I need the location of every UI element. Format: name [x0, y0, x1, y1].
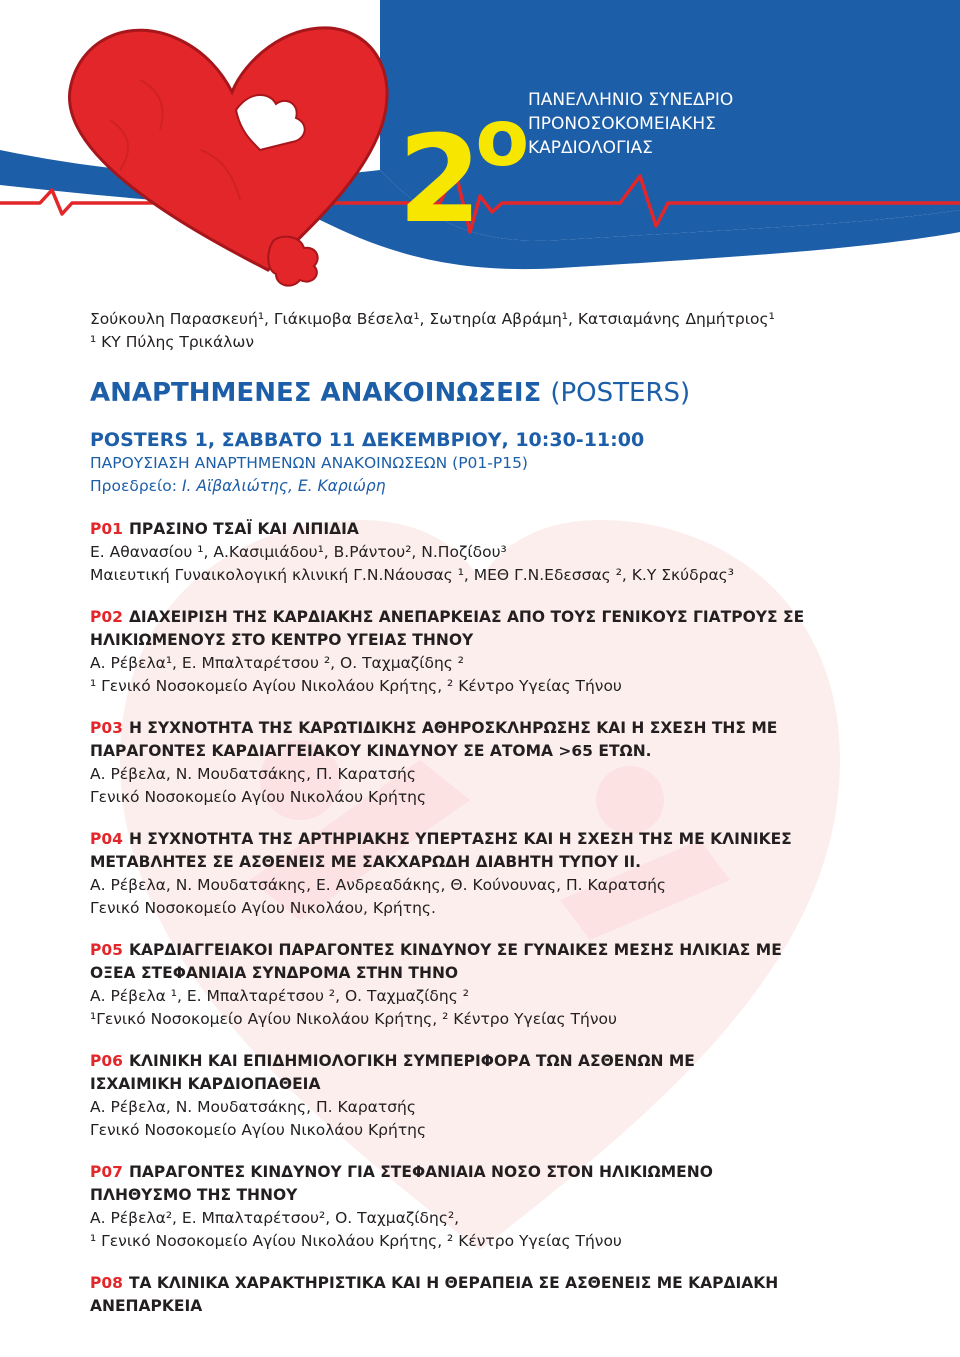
poster-title-text: ΟΞΕΑ ΣΤΕΦΑΝΙΑΙΑ ΣΥΝΔΡΟΜΑ ΣΤΗΝ ΤΗΝΟ	[90, 964, 459, 982]
poster-authors: Α. Ρέβελα, Ν. Μουδατσάκης, Π. Καρατσής	[90, 765, 416, 783]
section-heading-text: ΑΝΑΡΤΗΜΕΝΕΣ ΑΝΑΚΟΙΝΩΣΕΙΣ	[90, 378, 542, 408]
session-chairs	[90, 475, 940, 498]
chair-names: Ι. Αϊβαλιώτης, Ε. Καριώρη	[181, 477, 386, 495]
poster-code: Ρ04	[90, 830, 123, 848]
poster-entry	[90, 939, 940, 1031]
poster-title	[90, 606, 940, 629]
poster-entry	[90, 1050, 940, 1142]
poster-affiliation: ¹ Γενικό Νοσοκομείο Αγίου Νικολάου Κρήτης, ² Κέντρο Υγείας Τήνου	[90, 677, 622, 695]
conference-title-line: ΠΡΟΝΟΣΟΚΟΜΕΙΑΚΗΣ	[528, 114, 716, 134]
poster-authors: Α. Ρέβελα, Ν. Μουδατσάκης, Π. Καρατσής	[90, 1098, 416, 1116]
edition-number: $2^o$	[398, 94, 524, 250]
poster-code: Ρ02	[90, 608, 123, 626]
poster-entry	[90, 1161, 940, 1253]
poster-title-text: ΠΛΗΘΥΣΜΟ ΤΗΣ ΤΗΝΟΥ	[90, 1186, 298, 1204]
poster-title-text: Η ΣΥΧΝΟΤΗΤΑ ΤΗΣ ΑΡΤΗΡΙΑΚΗΣ ΥΠΕΡΤΑΣΗΣ ΚΑΙ Η ΣΧΕΣΗ ΤΗΣ ΜΕ ΚΛΙΝΙΚΕΣ	[128, 830, 792, 848]
poster-title	[90, 828, 940, 851]
poster-authors: Α. Ρέβελα, Ν. Μουδατσάκης, Ε. Ανδρεαδάκης, Θ. Κούνουνας, Π. Καρατσής	[90, 876, 667, 894]
poster-title-continued	[90, 740, 940, 763]
poster-title-text: ΚΑΡΔΙΑΓΓΕΙΑΚΟΙ ΠΑΡΑΓΟΝΤΕΣ ΚΙΝΔΥΝΟΥ ΣΕ ΓΥΝΑΙΚΕΣ ΜΕΣΗΣ ΗΛΙΚΙΑΣ ΜΕ	[128, 941, 782, 959]
poster-title-text: ΙΣΧΑΙΜΙΚΗ ΚΑΡΔΙΟΠΑΘΕΙΑ	[90, 1075, 321, 1093]
session-heading: POSTERS 1, ΣΑΒΒΑΤΟ 11 ΔΕΚΕΜΒΡΙΟΥ, 10:30-11:00	[90, 429, 645, 451]
poster-title	[90, 1161, 940, 1184]
poster-title-continued	[90, 962, 940, 985]
poster-code: Ρ01	[90, 520, 123, 538]
poster-title-text: ΜΕΤΑΒΛΗΤΕΣ ΣΕ ΑΣΘΕΝΕΙΣ ΜΕ ΣΑΚΧΑΡΩΔΗ ΔΙΑΒΗΤΗ ΤΥΠΟΥ ΙΙ.	[90, 853, 642, 871]
poster-code: Ρ03	[90, 719, 123, 737]
poster-authors: Α. Ρέβελα², Ε. Μπαλταρέτσου², Ο. Ταχμαζίδης²,	[90, 1209, 460, 1227]
section-heading-paren: (POSTERS)	[550, 378, 691, 408]
poster-title	[90, 1050, 940, 1073]
intro-authors: Σούκουλη Παρασκευή¹, Γιάκιμοβα Βέσελα¹, Σωτηρία Αβράμη¹, Κατσιαμάνης Δημήτριος¹	[90, 310, 775, 328]
poster-affiliation: Γενικό Νοσοκομείο Αγίου Νικολάου Κρήτης	[90, 1121, 427, 1139]
section-heading	[90, 376, 940, 410]
poster-affiliation: Μαιευτική Γυναικολογική κλινική Γ.Ν.Νάουσας ¹, ΜΕΘ Γ.Ν.Εδεσσας ², Κ.Υ Σκύδρας³	[90, 566, 734, 584]
poster-title-text: ΤΑ ΚΛΙΝΙΚΑ ΧΑΡΑΚΤΗΡΙΣΤΙΚΑ ΚΑΙ Η ΘΕΡΑΠΕΙΑ ΣΕ ΑΣΘΕΝΕΙΣ ΜΕ ΚΑΡΔΙΑΚΗ	[128, 1274, 779, 1292]
poster-title-text: ΠΡΑΣΙΝΟ ΤΣΑΪ ΚΑΙ ΛΙΠΙΔΙΑ	[128, 520, 359, 538]
poster-title	[90, 717, 940, 740]
poster-title	[90, 1272, 940, 1295]
poster-title-text: ΔΙΑΧΕΙΡΙΣΗ ΤΗΣ ΚΑΡΔΙΑΚΗΣ ΑΝΕΠΑΡΚΕΙΑΣ ΑΠΟ ΤΟΥΣ ΓΕΝΙΚΟΥΣ ΓΙΑΤΡΟΥΣ ΣΕ	[128, 608, 805, 626]
poster-affiliation: ¹ Γενικό Νοσοκομείο Αγίου Νικολάου Κρήτης, ² Κέντρο Υγείας Τήνου	[90, 1232, 622, 1250]
intro-affiliation: ¹ ΚΥ Πύλης Τρικάλων	[90, 333, 255, 351]
poster-affiliation: Γενικό Νοσοκομείο Αγίου Νικολάου Κρήτης	[90, 788, 427, 806]
poster-title-text: ΠΑΡΑΓΟΝΤΕΣ ΚΙΝΔΥΝΟΥ ΓΙΑ ΣΤΕΦΑΝΙΑΙΑ ΝΟΣΟ ΣΤΟΝ ΗΛΙΚΙΩΜΕΝΟ	[128, 1163, 713, 1181]
poster-authors: Α. Ρέβελα ¹, Ε. Μπαλταρέτσου ², Ο. Ταχμαζίδης ²	[90, 987, 469, 1005]
poster-title-continued	[90, 1184, 940, 1207]
poster-title-text: ΠΑΡΑΓΟΝΤΕΣ ΚΑΡΔΙΑΓΓΕΙΑΚΟΥ ΚΙΝΔΥΝΟΥ ΣΕ ΑΤΟΜΑ >65 ΕΤΩΝ.	[90, 742, 652, 760]
poster-code: Ρ05	[90, 941, 123, 959]
poster-list	[90, 518, 940, 1318]
poster-title-text: Η ΣΥΧΝΟΤΗΤΑ ΤΗΣ ΚΑΡΩΤΙΔΙΚΗΣ ΑΘΗΡΟΣΚΛΗΡΩΣΗΣ ΚΑΙ Η ΣΧΕΣΗ ΤΗΣ ΜΕ	[128, 719, 778, 737]
poster-title-continued	[90, 1295, 940, 1318]
poster-code: Ρ07	[90, 1163, 123, 1181]
poster-affiliation: ¹Γενικό Νοσοκομείο Αγίου Νικολάου Κρήτης, ² Κέντρο Υγείας Τήνου	[90, 1010, 617, 1028]
poster-code: Ρ06	[90, 1052, 123, 1070]
conference-title-line: ΠΑΝΕΛΛΗΝΙΟ ΣΥΝΕΔΡΙΟ	[528, 90, 734, 110]
poster-authors: Ε. Αθανασίου ¹, Α.Κασιμιάδου¹, Β.Ράντου², Ν.Ποζίδου³	[90, 543, 507, 561]
poster-entry	[90, 1272, 940, 1318]
poster-title-text: ΗΛΙΚΙΩΜΕΝΟΥΣ ΣΤΟ ΚΕΝΤΡΟ ΥΓΕΙΑΣ ΤΗΝΟΥ	[90, 631, 474, 649]
poster-entry	[90, 828, 940, 920]
poster-title-continued	[90, 629, 940, 652]
poster-title-continued	[90, 1073, 940, 1096]
conference-title	[528, 88, 733, 160]
chair-label: Προεδρείο:	[90, 477, 182, 495]
header-banner	[0, 0, 960, 300]
poster-code: Ρ08	[90, 1274, 123, 1292]
poster-affiliation: Γενικό Νοσοκομείο Αγίου Νικολάου, Κρήτης.	[90, 899, 436, 917]
poster-title	[90, 518, 940, 541]
poster-title	[90, 939, 940, 962]
poster-entry	[90, 606, 940, 698]
conference-title-line: ΚΑΡΔΙΟΛΟΓΙΑΣ	[528, 138, 653, 158]
poster-title-text: ΚΛΙΝΙΚΗ ΚΑΙ ΕΠΙΔΗΜΙΟΛΟΓΙΚΗ ΣΥΜΠΕΡΙΦΟΡΑ ΤΩΝ ΑΣΘΕΝΩΝ ΜΕ	[128, 1052, 695, 1070]
poster-entry	[90, 717, 940, 809]
poster-authors: Α. Ρέβελα¹, Ε. Μπαλταρέτσου ², Ο. Ταχμαζίδης ²	[90, 654, 465, 672]
poster-entry	[90, 518, 940, 587]
document-body	[90, 308, 940, 1318]
poster-title-continued	[90, 851, 940, 874]
poster-title-text: ΑΝΕΠΑΡΚΕΙΑ	[90, 1297, 203, 1315]
session-subtitle: ΠΑΡΟΥΣΙΑΣΗ ΑΝΑΡΤΗΜΕΝΩΝ ΑΝΑΚΟΙΝΩΣΕΩΝ (Ρ01-Ρ15)	[90, 454, 528, 472]
